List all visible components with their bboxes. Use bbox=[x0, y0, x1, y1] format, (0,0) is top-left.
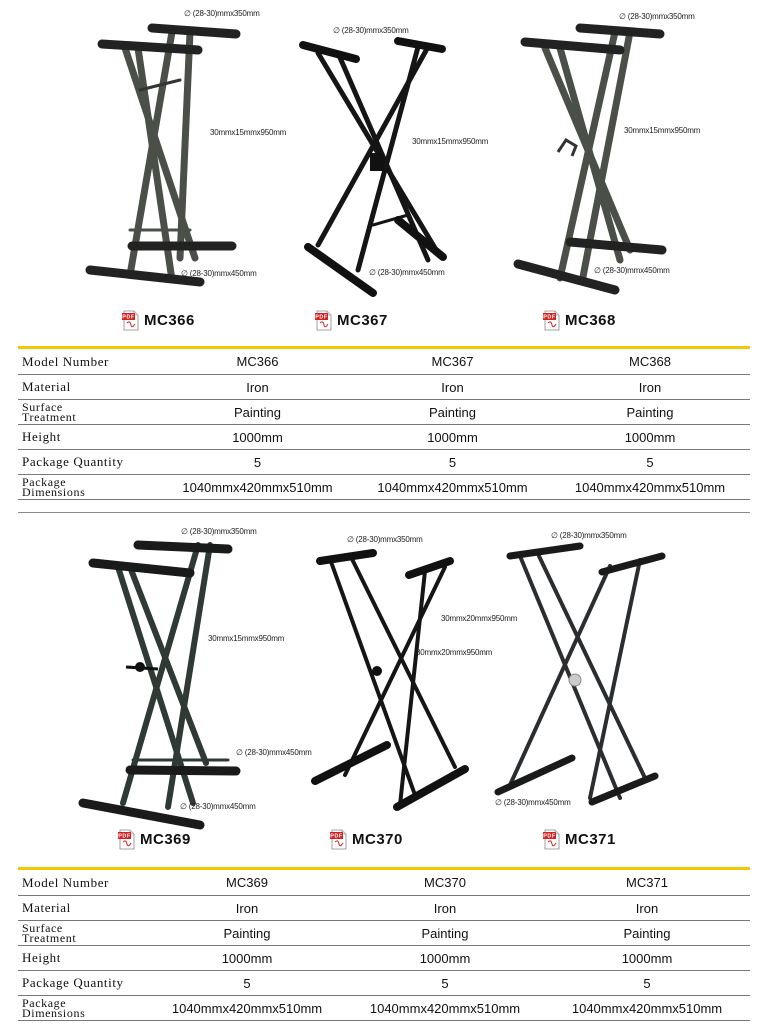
dim-bottom-mc366: ∅ (28-30)mmx450mm bbox=[181, 269, 257, 278]
model-name: MC369 bbox=[140, 831, 191, 848]
stand-image-mc367 bbox=[298, 35, 458, 305]
table-row bbox=[18, 896, 750, 921]
row-label: Model Number bbox=[18, 870, 148, 896]
model-label-mc371[interactable] bbox=[543, 829, 616, 850]
dim-top-mc366: ∅ (28-30)mmx350mm bbox=[184, 9, 260, 18]
dim-bottom-mc367: ∅ (28-30)mmx450mm bbox=[369, 268, 445, 277]
row-label: Package Quantity bbox=[18, 971, 148, 996]
cell: 5 bbox=[355, 450, 550, 475]
cell: 1000mm bbox=[544, 946, 750, 971]
cell: 1000mm bbox=[550, 425, 750, 450]
dim-bottom-mc370: ∅ (28-30)mmx450mm bbox=[236, 748, 312, 757]
cell: MC370 bbox=[346, 870, 544, 896]
cell: MC366 bbox=[160, 349, 355, 375]
dim-mid-mc371: 30mmx20mmx950mm bbox=[441, 614, 518, 623]
cell: Iron bbox=[544, 896, 750, 921]
row-label-text: Package Dimensions bbox=[22, 996, 86, 1020]
pdf-icon[interactable] bbox=[315, 310, 333, 331]
model-label-mc368[interactable] bbox=[543, 310, 616, 331]
model-label-mc370[interactable] bbox=[330, 829, 403, 850]
cell: Iron bbox=[346, 896, 544, 921]
cell: 1040mmx420mmx510mm bbox=[544, 996, 750, 1021]
dim-mid-mc368: 30mmx15mmx950mm bbox=[624, 126, 701, 135]
dim-bottom-mc371: ∅ (28-30)mmx450mm bbox=[495, 798, 571, 807]
cell: 5 bbox=[148, 971, 346, 996]
cell: Painting bbox=[346, 921, 544, 946]
dim-mid-mc366: 30mmx15mmx950mm bbox=[210, 128, 287, 137]
cell: 1040mmx420mmx510mm bbox=[346, 996, 544, 1021]
cell: 1000mm bbox=[355, 425, 550, 450]
row-label: Height bbox=[18, 425, 160, 450]
row-label-text: Surface Treatment bbox=[22, 400, 77, 424]
stand-image-mc369 bbox=[78, 535, 248, 830]
dim-bottom-mc368: ∅ (28-30)mmx450mm bbox=[594, 266, 670, 275]
section-divider bbox=[18, 512, 750, 513]
row-label bbox=[18, 921, 148, 946]
row-label bbox=[18, 475, 160, 500]
cell: Iron bbox=[355, 375, 550, 400]
table-row bbox=[18, 375, 750, 400]
dim-mid-mc369: 30mmx15mmx950mm bbox=[208, 634, 285, 643]
dim-top-mc370: ∅ (28-30)mmx350mm bbox=[347, 535, 423, 544]
table-row bbox=[18, 996, 750, 1021]
cell: Painting bbox=[355, 400, 550, 425]
row-label bbox=[18, 996, 148, 1021]
cell: 5 bbox=[544, 971, 750, 996]
model-name: MC371 bbox=[565, 831, 616, 848]
cell: MC369 bbox=[148, 870, 346, 896]
pdf-icon[interactable] bbox=[543, 310, 561, 331]
pdf-icon[interactable] bbox=[330, 829, 348, 850]
table-row bbox=[18, 921, 750, 946]
row-label: Height bbox=[18, 946, 148, 971]
cell: Iron bbox=[550, 375, 750, 400]
cell: MC371 bbox=[544, 870, 750, 896]
cell: Painting bbox=[160, 400, 355, 425]
dim-mid-mc370: 30mmx20mmx950mm bbox=[416, 648, 493, 657]
table-row bbox=[18, 475, 750, 500]
dim-mid-mc367: 30mmx15mmx950mm bbox=[412, 137, 489, 146]
dim-top-mc369: ∅ (28-30)mmx350mm bbox=[181, 527, 257, 536]
row-label: Material bbox=[18, 896, 148, 921]
cell: 1000mm bbox=[346, 946, 544, 971]
table-row bbox=[18, 971, 750, 996]
dim-top-mc367: ∅ (28-30)mmx350mm bbox=[333, 26, 409, 35]
cell: 1040mmx420mmx510mm bbox=[148, 996, 346, 1021]
stand-image-mc368 bbox=[510, 20, 670, 300]
stand-image-mc366 bbox=[80, 20, 240, 300]
cell: 5 bbox=[160, 450, 355, 475]
model-name: MC367 bbox=[337, 312, 388, 329]
cell: 1000mm bbox=[148, 946, 346, 971]
cell: 5 bbox=[550, 450, 750, 475]
row-label: Material bbox=[18, 375, 160, 400]
cell: MC368 bbox=[550, 349, 750, 375]
model-label-mc369[interactable] bbox=[118, 829, 191, 850]
spec-table-2 bbox=[18, 870, 750, 1021]
model-name: MC368 bbox=[565, 312, 616, 329]
table-row bbox=[18, 450, 750, 475]
model-label-mc367[interactable] bbox=[315, 310, 388, 331]
cell: Iron bbox=[160, 375, 355, 400]
row-label: Package Quantity bbox=[18, 450, 160, 475]
cell: 5 bbox=[346, 971, 544, 996]
cell: Painting bbox=[550, 400, 750, 425]
row-label-text: Package Dimensions bbox=[22, 475, 86, 499]
cell: 1000mm bbox=[160, 425, 355, 450]
dim-top-mc368: ∅ (28-30)mmx350mm bbox=[619, 12, 695, 21]
table-row bbox=[18, 425, 750, 450]
model-name: MC366 bbox=[144, 312, 195, 329]
row-label: Model Number bbox=[18, 349, 160, 375]
cell: MC367 bbox=[355, 349, 550, 375]
cell: Iron bbox=[148, 896, 346, 921]
dim-top-mc371: ∅ (28-30)mmx350mm bbox=[551, 531, 627, 540]
cell: 1040mmx420mmx510mm bbox=[355, 475, 550, 500]
table-row bbox=[18, 870, 750, 896]
pdf-icon[interactable] bbox=[118, 829, 136, 850]
pdf-icon[interactable] bbox=[122, 310, 140, 331]
table-row bbox=[18, 400, 750, 425]
dim-bottom-mc369: ∅ (28-30)mmx450mm bbox=[180, 802, 256, 811]
model-name: MC370 bbox=[352, 831, 403, 848]
table-row bbox=[18, 349, 750, 375]
model-label-mc366[interactable] bbox=[122, 310, 195, 331]
cell: Painting bbox=[544, 921, 750, 946]
stand-image-mc371 bbox=[490, 540, 670, 820]
stand-image-mc370 bbox=[305, 545, 475, 820]
table-row bbox=[18, 946, 750, 971]
cell: 1040mmx420mmx510mm bbox=[160, 475, 355, 500]
pdf-icon[interactable] bbox=[543, 829, 561, 850]
spec-table-1 bbox=[18, 349, 750, 500]
row-label bbox=[18, 400, 160, 425]
cell: 1040mmx420mmx510mm bbox=[550, 475, 750, 500]
row-label-text: Surface Treatment bbox=[22, 921, 77, 945]
cell: Painting bbox=[148, 921, 346, 946]
